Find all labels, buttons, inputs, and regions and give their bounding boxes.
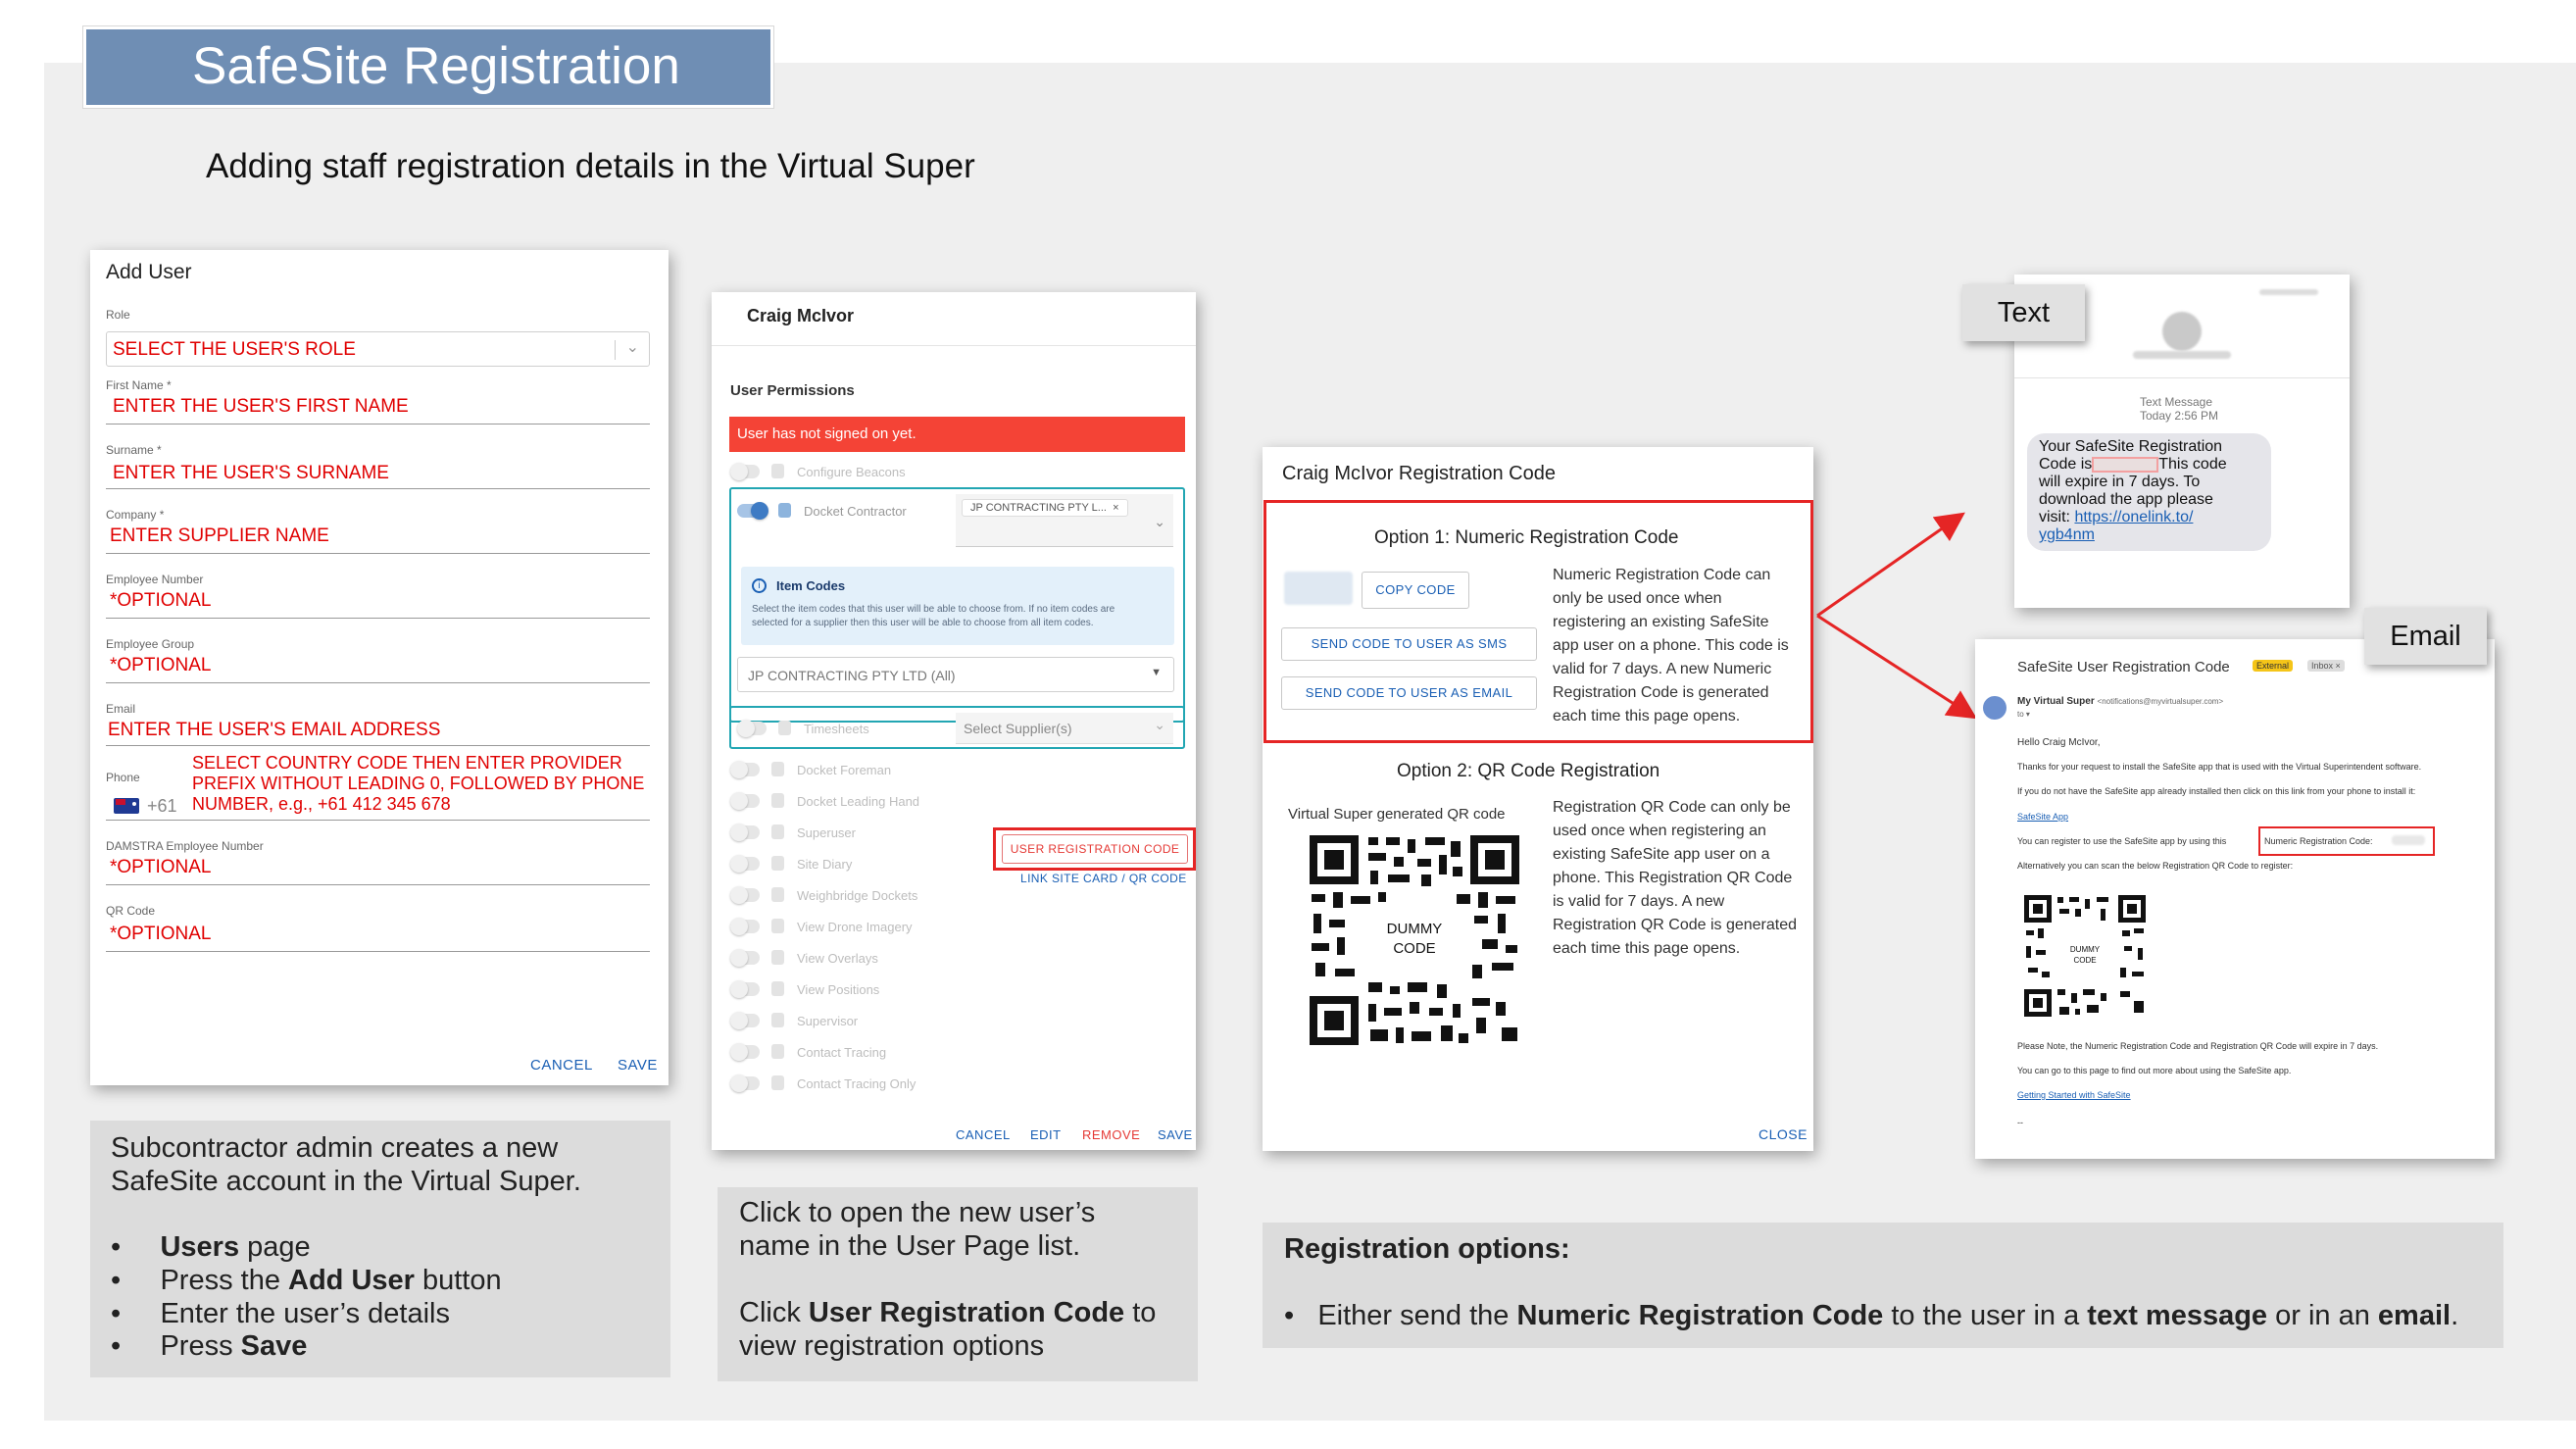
superuser-icon <box>771 824 784 839</box>
sms-app-link[interactable]: https://onelink.to/ <box>2074 509 2194 525</box>
perm-label: Contact Tracing Only <box>797 1076 916 1091</box>
sms-code-redacted <box>2092 457 2158 473</box>
email-body: Alternatively you can scan the below Registration QR Code to register: <box>2017 861 2294 871</box>
send-sms-button[interactable]: SEND CODE TO USER AS SMS <box>1281 627 1537 661</box>
edit-button[interactable]: EDIT <box>1030 1127 1062 1142</box>
toggle[interactable] <box>730 888 760 902</box>
toggle[interactable] <box>730 763 760 776</box>
perm-label: Supervisor <box>797 1014 859 1028</box>
role-select[interactable] <box>106 331 650 367</box>
employee-group-label: Employee Group <box>106 637 195 651</box>
text-tag: Text <box>1962 284 2085 341</box>
email-field[interactable]: ENTER THE USER'S EMAIL ADDRESS <box>108 720 441 740</box>
first-name-label: First Name * <box>106 378 172 392</box>
field-underline <box>106 682 650 683</box>
perm-label: Docket Contractor <box>804 504 907 519</box>
toggle[interactable] <box>730 465 760 478</box>
sender-name: My Virtual Super <notifications@myvirtualsuper.com> <box>2017 696 2224 707</box>
perm-view-overlays[interactable] <box>730 947 985 971</box>
diary-icon <box>771 856 784 871</box>
header-divider <box>712 345 1196 346</box>
qr-code-field[interactable]: *OPTIONAL <box>110 924 212 944</box>
perm-label: Weighbridge Dockets <box>797 888 918 903</box>
send-email-button[interactable]: SEND CODE TO USER AS EMAIL <box>1281 676 1537 710</box>
numeric-code-label: Numeric Registration Code: <box>2264 836 2373 846</box>
perm-label: Site Diary <box>797 857 853 872</box>
sms-header-divider <box>2014 377 2350 378</box>
shield-icon <box>771 1044 784 1059</box>
save-button[interactable]: SAVE <box>1158 1127 1193 1142</box>
item-codes-select-value: JP CONTRACTING PTY LTD (All) <box>748 668 956 683</box>
sender-avatar <box>1983 696 2006 720</box>
add-user-title: Add User <box>106 261 192 283</box>
chevron-down-icon: ⌄ <box>1154 514 1165 529</box>
surname-label: Surname * <box>106 443 162 457</box>
field-underline <box>106 618 650 619</box>
perm-configure-beacons[interactable] <box>730 461 985 484</box>
bullet-item: • Users page <box>111 1231 311 1263</box>
email-body: If you do not have the SafeSite app already installed then click on this link from your phone to install it: <box>2017 786 2416 796</box>
item-codes-select[interactable] <box>737 657 1174 692</box>
role-label: Role <box>106 308 130 322</box>
item-codes-desc: selected for a supplier then this user will be able to choose from all item codes. <box>752 618 1094 628</box>
perm-contact-tracing[interactable] <box>730 1041 985 1065</box>
drone-icon <box>771 919 784 933</box>
toggle[interactable] <box>730 1045 760 1059</box>
title-banner <box>83 26 773 108</box>
item-codes-desc: Select the item codes that this user will be able to choose from. If no item codes are <box>752 604 1115 615</box>
qr-code-label: QR Code <box>106 904 156 918</box>
perm-timesheets[interactable] <box>737 718 992 741</box>
inbox-badge: Inbox × <box>2307 660 2345 672</box>
phone-instruction-line-1: SELECT COUNTRY CODE THEN ENTER PROVIDER <box>192 753 622 773</box>
company-field[interactable]: ENTER SUPPLIER NAME <box>110 525 329 546</box>
perm-superuser[interactable] <box>730 822 985 845</box>
perm-contact-tracing-only[interactable] <box>730 1073 985 1096</box>
registration-options-heading: Registration options: <box>1284 1233 1570 1265</box>
chevron-down-icon: ⌄ <box>1154 717 1165 732</box>
email-subject: SafeSite User Registration Code <box>2017 659 2230 675</box>
bullet-item: • Enter the user’s details <box>111 1298 450 1329</box>
toggle[interactable] <box>730 794 760 808</box>
link-site-card-button[interactable]: LINK SITE CARD / QR CODE <box>1020 872 1187 885</box>
status-bar <box>2259 289 2318 295</box>
email-code-redacted <box>2392 835 2425 845</box>
people-icon <box>771 1013 784 1027</box>
docket-icon <box>778 503 791 518</box>
not-signed-alert: User has not signed on yet. <box>729 417 1185 452</box>
leading-hand-icon <box>771 793 784 808</box>
field-underline <box>106 553 650 554</box>
perm-label: Timesheets <box>804 722 869 736</box>
weighbridge-icon <box>771 887 784 902</box>
docket-contractor-select[interactable] <box>956 494 1173 547</box>
chevron-down-icon: ⌄ <box>625 339 639 356</box>
perm-weighbridge-dockets[interactable] <box>730 884 985 908</box>
layers-icon <box>771 950 784 965</box>
note-line: name in the User Page list. <box>739 1230 1081 1262</box>
email-qr-dummy-label: DUMMY CODE <box>2056 936 2114 975</box>
user-registration-code-button[interactable]: USER REGISTRATION CODE <box>1002 834 1188 864</box>
email-body: Thanks for your request to install the SafeSite app that is used with the Virtual Superintendent software. <box>2017 762 2422 772</box>
perm-site-diary[interactable] <box>730 853 985 876</box>
close-button[interactable]: CLOSE <box>1759 1126 1808 1142</box>
perm-docket-foreman[interactable] <box>730 759 985 782</box>
foreman-icon <box>771 762 784 776</box>
field-underline <box>106 884 650 885</box>
option2-title: Option 2: QR Code Registration <box>1397 761 1660 781</box>
caret-down-icon: ▼ <box>1151 667 1162 678</box>
qr-dummy-label: DUMMY CODE <box>1357 908 1472 971</box>
toggle[interactable] <box>730 825 760 839</box>
registration-options-text: • Either send the Numeric Registration Code to the user in a text message or in an email. <box>1284 1300 2459 1331</box>
timesheets-select[interactable] <box>956 713 1173 744</box>
perm-label: Configure Beacons <box>797 465 906 479</box>
item-codes-title: Item Codes <box>776 578 846 593</box>
phone-prefix: +61 <box>147 796 177 816</box>
role-value: SELECT THE USER'S ROLE <box>113 339 356 360</box>
email-body: Please Note, the Numeric Registration Code and Registration QR Code will expire in 7 days. <box>2017 1041 2379 1051</box>
employee-number-field[interactable]: *OPTIONAL <box>110 590 212 611</box>
sms-meta-type: Text Message <box>2140 395 2213 409</box>
copy-code-button[interactable]: COPY CODE <box>1362 572 1469 609</box>
employee-group-field[interactable]: *OPTIONAL <box>110 655 212 675</box>
note-line: Subcontractor admin creates a new <box>111 1132 559 1164</box>
email-greeting: Hello Craig McIvor, <box>2017 737 2101 748</box>
perm-view-positions[interactable] <box>730 978 985 1002</box>
permissions-title: User Permissions <box>730 382 855 399</box>
field-underline <box>106 424 650 425</box>
dropdown-divider <box>615 340 616 360</box>
damstra-number-field[interactable]: *OPTIONAL <box>110 857 212 877</box>
damstra-number-label: DAMSTRA Employee Number <box>106 839 264 853</box>
sms-bubble-text: Your SafeSite Registration Code is This code will expire in 7 days. To download the app please visit: https://onelink.to/ ygb4nm <box>2039 438 2227 543</box>
email-body: You can register to use the SafeSite app by using this <box>2017 836 2227 846</box>
getting-started-link[interactable]: Getting Started with SafeSite <box>2017 1090 2131 1100</box>
email-body: You can go to this page to find out more about using the SafeSite app. <box>2017 1066 2292 1075</box>
toggle[interactable] <box>730 1076 760 1090</box>
phone-label: Phone <box>106 771 140 784</box>
external-badge: External <box>2253 660 2293 672</box>
toggle[interactable] <box>737 722 767 735</box>
perm-label: View Overlays <box>797 951 878 966</box>
bullet-item: • Press Save <box>111 1330 308 1362</box>
option1-title: Option 1: Numeric Registration Code <box>1374 527 1679 548</box>
slide-title: SafeSite Registration <box>192 37 680 95</box>
option2-description: Registration QR Code can only be used once when registering an existing SafeSite app user on a phone. This Registration QR Code is valid for 7 days. A new Registration QR Code is generated each time this page opens. <box>1553 799 1798 957</box>
sms-app-link-2[interactable]: ygb4nm <box>2039 526 2095 543</box>
toggle[interactable] <box>730 1014 760 1027</box>
numeric-code-value <box>1284 572 1353 605</box>
first-name-field[interactable]: ENTER THE USER'S FIRST NAME <box>113 396 409 417</box>
toggle[interactable] <box>730 951 760 965</box>
sms-meta-time: Today 2:56 PM <box>2140 409 2219 423</box>
toggle[interactable] <box>737 504 767 518</box>
perm-supervisor[interactable] <box>730 1010 985 1033</box>
bullet-item: • Press the Add User button <box>111 1265 502 1296</box>
contact-avatar <box>2162 312 2202 351</box>
field-underline <box>106 820 650 821</box>
option1-description: Numeric Registration Code can only be used once when registering an existing SafeSite app user on a phone. This code is valid for 7 days. A new Numeric Registration Code is generated each time this page opens. <box>1553 567 1789 724</box>
perm-label: Docket Foreman <box>797 763 892 777</box>
surname-field[interactable]: ENTER THE USER'S SURNAME <box>113 463 389 483</box>
save-button[interactable]: SAVE <box>618 1057 658 1074</box>
note-line: view registration options <box>739 1330 1045 1362</box>
email-to: to ▾ <box>2017 710 2030 719</box>
location-pin-icon <box>771 981 784 996</box>
email-tag: Email <box>2364 608 2487 665</box>
perm-label: View Positions <box>797 982 880 997</box>
email-label: Email <box>106 702 136 716</box>
email-signature: -- <box>2017 1118 2023 1127</box>
registration-dialog-title: Craig McIvor Registration Code <box>1282 463 1556 484</box>
remove-button[interactable]: REMOVE <box>1082 1127 1141 1142</box>
toggle[interactable] <box>730 857 760 871</box>
perm-view-drone-imagery[interactable] <box>730 916 985 939</box>
note-line: Click User Registration Code to <box>739 1297 1157 1328</box>
perm-label: Docket Leading Hand <box>797 794 920 809</box>
employee-number-label: Employee Number <box>106 573 204 586</box>
slide-subtitle: Adding staff registration details in the Virtual Super <box>206 147 975 185</box>
perm-docket-contractor[interactable] <box>737 500 992 524</box>
field-underline <box>106 488 650 489</box>
qr-caption: Virtual Super generated QR code <box>1288 806 1506 823</box>
note-line: Click to open the new user’s <box>739 1197 1096 1228</box>
perm-docket-leading-hand[interactable] <box>730 790 985 814</box>
phone-instruction-line-2: PREFIX WITHOUT LEADING 0, FOLLOWED BY PHONE <box>192 774 645 793</box>
user-name-title: Craig McIvor <box>747 306 855 325</box>
cancel-button[interactable]: CANCEL <box>530 1057 593 1074</box>
contact-name <box>2133 351 2231 359</box>
field-underline <box>106 951 650 952</box>
perm-label: Superuser <box>797 825 856 840</box>
perm-label: Contact Tracing <box>797 1045 887 1060</box>
phone-instruction-line-3: NUMBER, e.g., +61 412 345 678 <box>192 794 451 814</box>
company-label: Company * <box>106 508 165 522</box>
beacon-icon <box>771 464 784 478</box>
cancel-button[interactable]: CANCEL <box>956 1127 1011 1142</box>
supplier-chip: JP CONTRACTING PTY L... × <box>962 499 1128 517</box>
toggle[interactable] <box>730 920 760 933</box>
timesheets-select-value: Select Supplier(s) <box>964 721 1072 736</box>
perm-label: View Drone Imagery <box>797 920 913 934</box>
info-icon: i <box>752 578 767 593</box>
safesite-app-link[interactable]: SafeSite App <box>2017 812 2069 822</box>
arrows <box>1804 490 1980 735</box>
shield-icon <box>771 1075 784 1090</box>
australia-flag-icon[interactable] <box>114 798 139 814</box>
timesheet-icon <box>778 721 791 735</box>
toggle[interactable] <box>730 982 760 996</box>
field-underline <box>106 745 650 746</box>
note-line: SafeSite account in the Virtual Super. <box>111 1166 581 1197</box>
